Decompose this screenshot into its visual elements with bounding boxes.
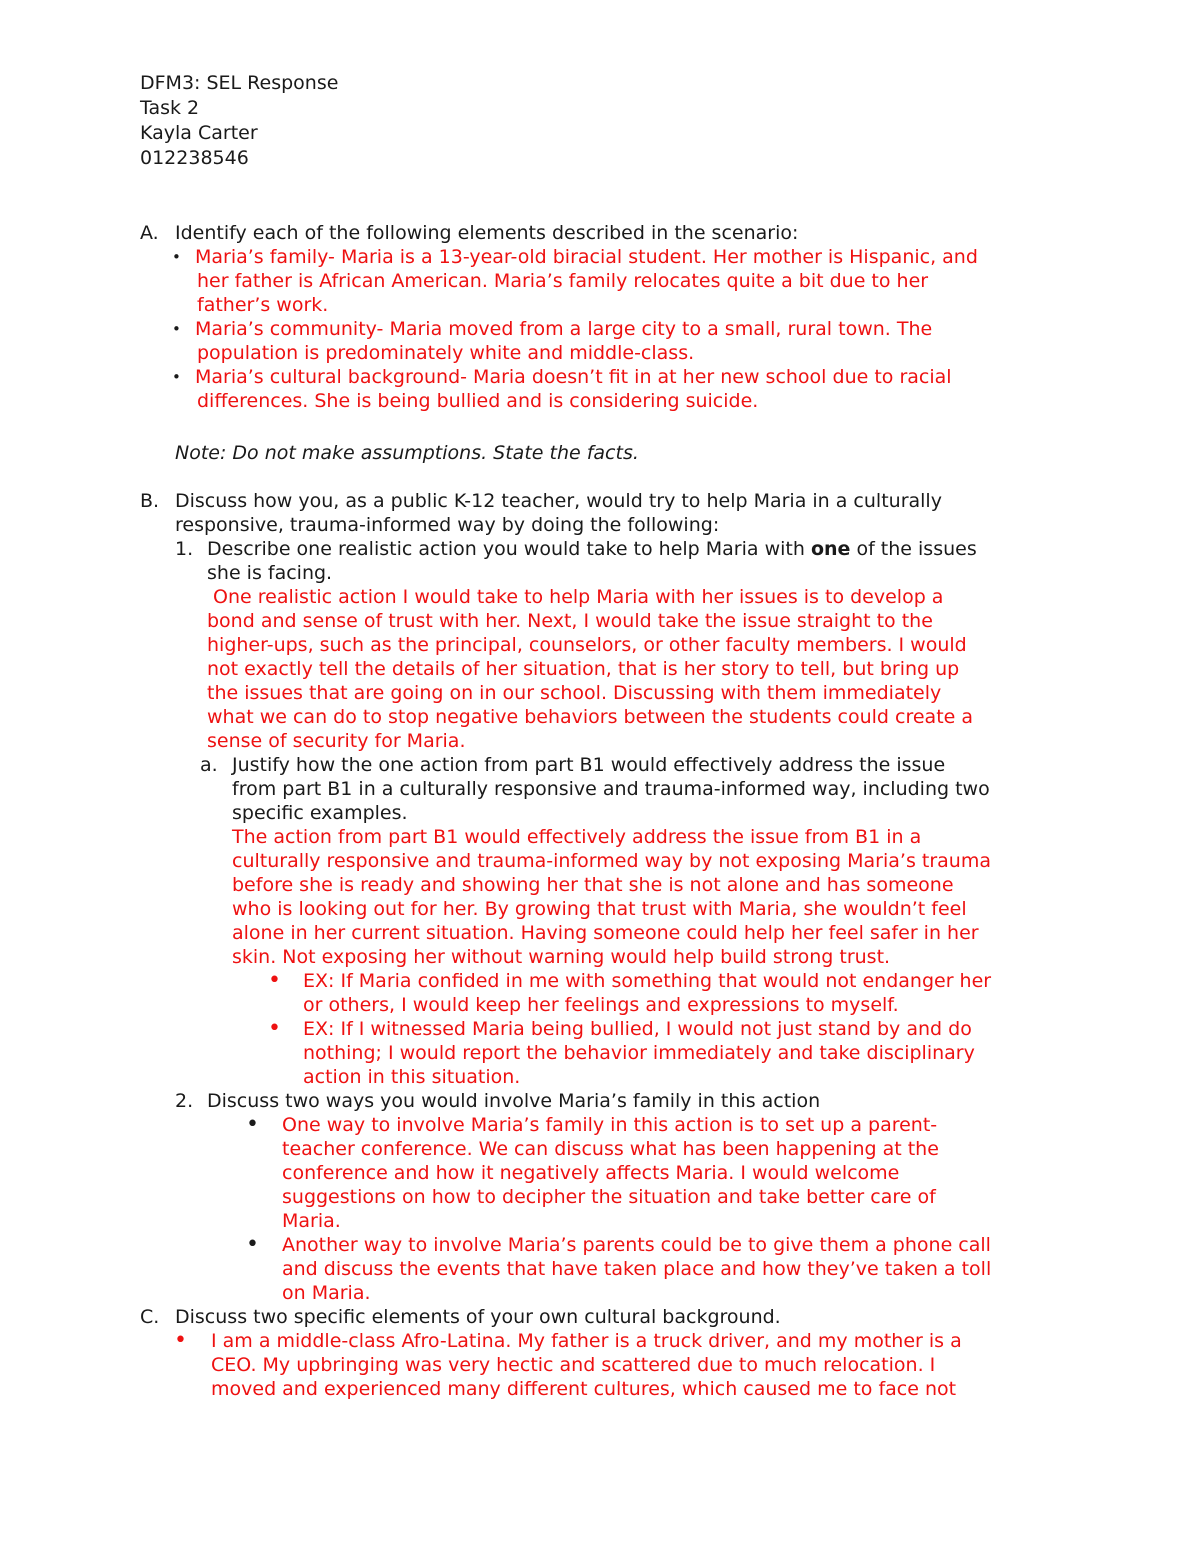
community-line: Maria’s community- Maria moved from a large city to a small, rural town. The	[195, 318, 933, 340]
course-title: DFM3: SEL Response	[140, 72, 339, 94]
b1a-prompt: specific examples.	[232, 802, 408, 824]
section-b-marker: B.	[140, 490, 160, 512]
family-way-line: teacher conference. We can discuss what has been happening at the	[282, 1138, 939, 1160]
example-line: nothing; I would report the behavior immediately and take disciplinary	[303, 1042, 975, 1064]
section-c-marker: C.	[140, 1306, 160, 1328]
section-b-prompt: responsive, trauma-informed way by doing the following:	[175, 514, 720, 536]
b1a-answer-line: culturally responsive and trauma-informed way by not exposing Maria’s trauma	[232, 850, 991, 872]
note: Note: Do not make assumptions. State the facts.	[175, 442, 639, 464]
b1-answer-line: not exactly tell the details of her situation, that is her story to tell, but bring up	[207, 658, 960, 680]
b1a-answer-line: who is looking out for her. By growing that trust with Maria, she wouldn’t feel	[232, 898, 967, 920]
family-way-line: Another way to involve Maria’s parents could be to give them a phone call	[282, 1234, 991, 1256]
student-id: 012238546	[140, 147, 249, 169]
family-way-line: Maria.	[282, 1210, 341, 1232]
b1a-answer-line: alone in her current situation. Having someone could help her feel safer in her	[232, 922, 979, 944]
example-line: EX: If Maria confided in me with something that would not endanger her	[303, 970, 992, 992]
section-c-answer-line: moved and experienced many different cultures, which caused me to face not	[211, 1378, 957, 1400]
bullet: •	[268, 968, 281, 993]
section-c-prompt: Discuss two specific elements of your own cultural background.	[175, 1306, 781, 1328]
bullet: •	[174, 1328, 187, 1353]
b1a-answer-line: The action from part B1 would effectively address the issue from B1 in a	[232, 826, 922, 848]
example-line: EX: If I witnessed Maria being bullied, I would not just stand by and do	[303, 1018, 972, 1040]
family-way-line: suggestions on how to decipher the situation and take better care of	[282, 1186, 936, 1208]
b1-answer-line: bond and sense of trust with her. Next, I would take the issue straight to the	[207, 610, 933, 632]
family-line: Maria’s family- Maria is a 13-year-old biracial student. Her mother is Hispanic, and	[195, 246, 978, 268]
family-way-line: and discuss the events that have taken place and how they’ve taken a toll	[282, 1258, 992, 1280]
bullet: •	[172, 248, 181, 266]
b1-marker: 1.	[175, 538, 194, 560]
section-b-prompt: Discuss how you, as a public K-12 teacher, would try to help Maria in a culturally	[175, 490, 942, 512]
culture-line: Maria’s cultural background- Maria doesn’t fit in at her new school due to racial	[195, 366, 952, 388]
bullet: •	[246, 1112, 259, 1137]
bullet: •	[172, 320, 181, 338]
b1a-prompt: from part B1 in a culturally responsive and trauma-informed way, including two	[232, 778, 990, 800]
section-a-marker: A.	[140, 222, 159, 244]
family-way-line: One way to involve Maria’s family in this action is to set up a parent-	[282, 1114, 938, 1136]
culture-line: differences. She is being bullied and is considering suicide.	[197, 390, 759, 412]
family-way-line: on Maria.	[282, 1282, 371, 1304]
b1-answer-line: what we can do to stop negative behaviors between the students could create a	[207, 706, 974, 728]
bullet: •	[268, 1016, 281, 1041]
b1a-answer-line: before she is ready and showing her that she is not alone and has someone	[232, 874, 954, 896]
b1-answer-line: One realistic action I would take to help Maria with her issues is to develop a	[207, 586, 944, 608]
b1-prompt	[207, 537, 977, 561]
example-line: or others, I would keep her feelings and expressions to myself.	[303, 994, 899, 1016]
b2-prompt: Discuss two ways you would involve Maria’s family in this action	[207, 1090, 821, 1112]
b1-prompt-post: of the issues	[850, 538, 977, 560]
community-line: population is predominately white and middle-class.	[197, 342, 695, 364]
section-c-answer-line: I am a middle-class Afro-Latina. My father is a truck driver, and my mother is a	[211, 1330, 962, 1352]
example-line: action in this situation.	[303, 1066, 521, 1088]
section-a-prompt: Identify each of the following elements described in the scenario:	[175, 222, 799, 244]
b1-answer-line: sense of security for Maria.	[207, 730, 466, 752]
b1a-marker: a.	[200, 754, 218, 776]
student-name: Kayla Carter	[140, 122, 258, 144]
family-way-line: conference and how it negatively affects Maria. I would welcome	[282, 1162, 900, 1184]
b1-answer-line: the issues that are going on in our school. Discussing with them immediately	[207, 682, 942, 704]
b1-prompt: she is facing.	[207, 562, 333, 584]
bullet: •	[172, 368, 181, 386]
task-label: Task 2	[140, 97, 200, 119]
b2-marker: 2.	[175, 1090, 194, 1112]
b1-answer-line: higher-ups, such as the principal, counselors, or other faculty members. I would	[207, 634, 967, 656]
b1a-prompt: Justify how the one action from part B1 would effectively address the issue	[232, 754, 946, 776]
b1-prompt-emphasis: one	[810, 538, 851, 560]
bullet: •	[246, 1232, 259, 1257]
family-line: her father is African American. Maria’s family relocates quite a bit due to her	[197, 270, 929, 292]
family-line: father’s work.	[197, 294, 329, 316]
b1-prompt-pre: Describe one realistic action you would take to help Maria with	[207, 538, 811, 560]
b1a-answer-line: skin. Not exposing her without warning would help build strong trust.	[232, 946, 891, 968]
section-c-answer-line: CEO. My upbringing was very hectic and scattered due to much relocation. I	[211, 1354, 936, 1376]
